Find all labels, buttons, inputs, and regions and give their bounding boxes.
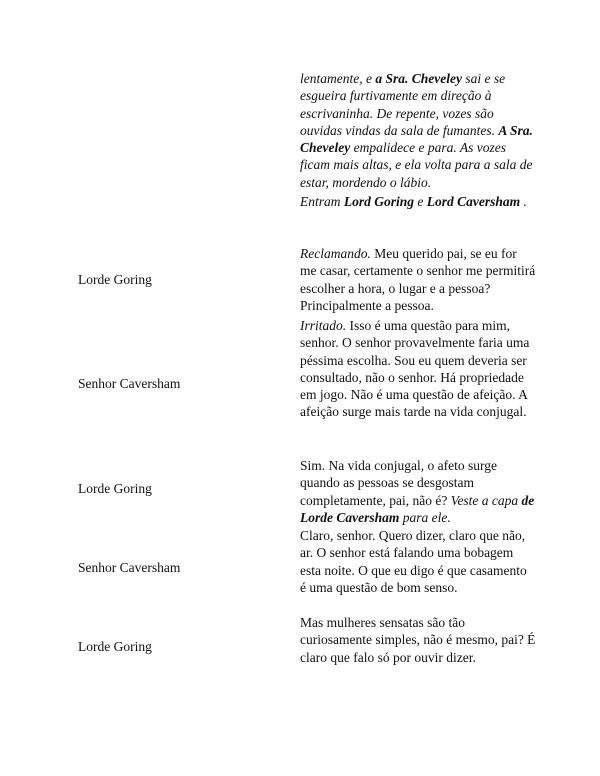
dialogue-line <box>300 245 536 314</box>
line-text: Claro, senhor. Quero dizer, claro que não, ar. O senhor está falando uma bobagem esta noite. O que eu digo é que casamento é uma questão de bom senso. <box>300 528 527 595</box>
line-text: Sim. Na vida conjugal, o afeto surge quando as pessoas se desgostam completamente, pai, não é? <box>300 458 497 508</box>
stage-text: sai e se esgueira furtivamente em direção à escrivaninha. De repente, vozes são ouvidas vindas da sala de fumantes. <box>300 71 506 138</box>
speaker-name: Lorde Goring <box>78 481 152 496</box>
stage-text: Irritado. <box>300 318 347 333</box>
line-text: Isso é uma questão para mim, senhor. O senhor provavelmente faria uma péssima escolha. Sou eu quem deveria ser consultado, não o senhor. Há propriedade em jogo. Não é uma questão de afeição. A afeição surge mais tarde na vida conjugal. <box>300 318 530 420</box>
stage-text: para ele. <box>399 509 451 525</box>
entry-direction <box>300 193 536 210</box>
stage-text: Reclamando. <box>300 246 371 261</box>
character-name: Lord Goring <box>343 194 415 210</box>
speaker-name: Senhor Caversham <box>78 376 181 391</box>
dialogue-line <box>300 527 536 596</box>
dialogue-line <box>300 614 536 666</box>
speaker-name: Senhor Caversham <box>78 560 181 575</box>
stage-text: empalidece e para. As vozes ficam mais altas, e ela volta para a sala de estar, mordendo o lábio. <box>300 140 533 190</box>
stage-text: e <box>414 194 427 210</box>
character-name: a Sra. Cheveley <box>375 71 462 86</box>
line-text: Mas mulheres sensatas são tão curiosamente simples, não é mesmo, pai? É claro que falo só por ouvir dizer. <box>300 615 536 665</box>
character-name: A Sra. Cheveley <box>300 122 533 156</box>
stage-direction-paragraph <box>300 70 536 191</box>
stage-text: Veste a capa <box>450 492 519 508</box>
speaker-name: Lorde Goring <box>78 272 152 287</box>
character-name: de Lorde Caversham <box>300 492 535 525</box>
dialogue-line <box>300 317 536 421</box>
stage-direction-block <box>300 70 536 212</box>
stage-text: lentamente, e <box>300 71 376 86</box>
speaker-name: Lorde Goring <box>78 639 152 654</box>
stage-text: . <box>520 194 527 210</box>
character-name: Lord Caversham <box>426 194 521 210</box>
dialogue-line <box>300 457 536 526</box>
stage-text: Entram <box>300 194 344 210</box>
line-text: Meu querido pai, se eu for me casar, certamente o senhor me permitirá escolher a hora, o lugar e a pessoa? Principalmente a pessoa. <box>300 246 536 313</box>
